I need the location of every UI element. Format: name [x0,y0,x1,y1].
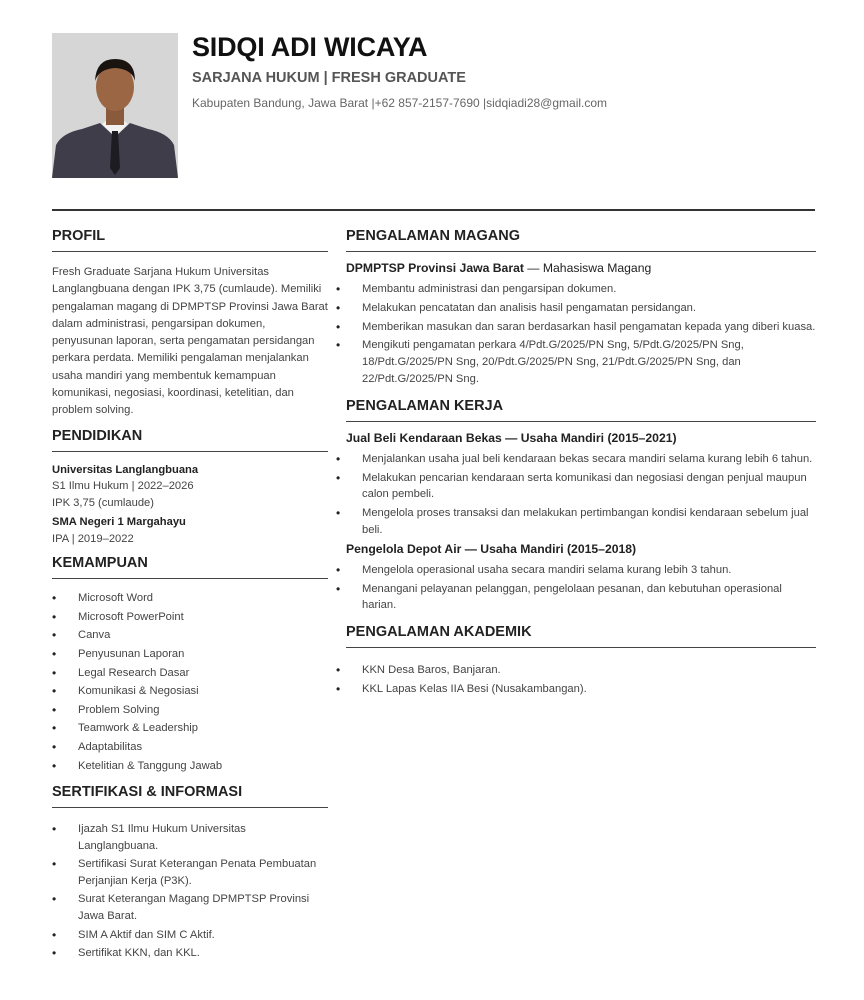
skills-section [52,555,328,775]
certs-list [52,821,328,962]
section-title-skills: KEMAMPUAN [52,555,328,579]
list-item: • Adaptabilitas [52,738,328,757]
section-title-education: PENDIDIKAN [52,428,328,452]
education-section [52,428,328,548]
list-item: • Memberikan masukan dan saran berdasarkan hasil pengamatan kepada yang diberi kuasa. [346,319,816,336]
list-item: • Ijazah S1 Ilmu Hukum Universitas Langlangbuana. [52,821,328,854]
internship-section [346,228,816,388]
education-entry [52,514,328,547]
education-school: Universitas Langlangbuana [52,463,199,476]
list-item: • Microsoft Word [52,589,328,608]
section-title-profile: PROFIL [52,228,328,252]
list-item: • Sertifikasi Surat Keterangan Penata Pembuatan Perjanjian Kerja (P3K). [52,856,328,889]
profile-photo [52,33,178,178]
list-item: • Problem Solving [52,701,328,720]
skills-list [52,589,328,775]
academic-section [346,624,816,698]
job-title: Jual Beli Kendaraan Bekas — Usaha Mandiri (2015–2021) [346,430,677,445]
candidate-name: SIDQI ADI WICAYA [192,32,428,62]
list-item: • Menangani pelayanan pelanggan, pengelolaan pesanan, dan kebutuhan operasional harian. [346,581,816,615]
profile-text: Fresh Graduate Sarjana Hukum Universitas Langlangbuana dengan IPK 3,75 (cumlaude). Memiliki pengalaman magang di DPMPTSP Provinsi Jawa Barat dalam administrasi, pengarsipan dokumen, penyusunan laporan, serta pengamatan persidangan perkara perdata. Memiliki pengalaman menjalankan usaha mandiri yang membentuk kemampuan komunikasi, negosiasi, koordinasi, ketelitian, dan problem solving. [52,266,328,417]
work-section [346,398,816,614]
list-item: • Surat Keterangan Magang DPMPTSP Provinsi Jawa Barat. [52,891,328,924]
job-list [346,562,816,614]
list-item: • Melakukan pencatatan dan analisis hasil pengamatan persidangan. [346,300,816,317]
contact-info: Kabupaten Bandung, Jawa Barat |+62 857-2157-7690 |sidqiadi28@gmail.com [192,96,608,110]
list-item: • SIM A Aktif dan SIM C Aktif. [52,927,328,944]
section-title-work: PENGALAMAN KERJA [346,398,816,422]
internship-org: DPMPTSP Provinsi Jawa Barat [346,261,524,275]
list-item: • Melakukan pencarian kendaraan serta komunikasi dan negosiasi dengan penjual maupun calon pembeli. [346,470,816,504]
list-item: • Membantu administrasi dan pengarsipan dokumen. [346,281,816,298]
job-heading [346,541,816,558]
education-school: SMA Negeri 1 Margahayu [52,516,186,529]
list-item: • Microsoft PowerPoint [52,608,328,627]
right-column [346,228,816,700]
education-entry [52,462,328,512]
profile-section [52,228,328,420]
list-item: • Mengikuti pengamatan perkara 4/Pdt.G/2025/PN Sng, 5/Pdt.G/2025/PN Sng, 18/Pdt.G/2025/PN Sng, 20/Pdt.G/2025/PN Sng, 21/Pdt.G/2025/PN Sng, dan 22/Pdt.G/2025/PN Sng. [346,337,816,387]
list-item: • Canva [52,626,328,645]
list-item: • Sertifikat KKN, dan KKL. [52,945,328,962]
job-heading [346,430,816,447]
internship-list [346,281,816,388]
certs-section [52,784,328,962]
list-item: • Mengelola operasional usaha secara mandiri selama kurang lebih 3 tahun. [346,562,816,579]
list-item: • Penyusunan Laporan [52,645,328,664]
education-degree: S1 Ilmu Hukum | 2022–2026 [52,480,194,493]
candidate-subtitle: SARJANA HUKUM | FRESH GRADUATE [192,70,466,86]
section-title-internship: PENGALAMAN MAGANG [346,228,816,252]
section-title-academic: PENGALAMAN AKADEMIK [346,624,816,648]
header-divider [52,209,815,211]
internship-role: — Mahasiswa Magang [523,261,652,275]
list-item: • Teamwork & Leadership [52,719,328,738]
education-major: IPA | 2019–2022 [52,532,134,545]
section-title-certs: SERTIFIKASI & INFORMASI [52,784,328,808]
list-item: • Mengelola proses transaksi dan melakukan pertimbangan kondisi kendaraan sebelum jual beli. [346,505,816,539]
job-title: Pengelola Depot Air — Usaha Mandiri (2015–2018) [346,541,637,556]
list-item: • Ketelitian & Tanggung Jawab [52,757,328,776]
list-item: • Komunikasi & Negosiasi [52,682,328,701]
academic-list [346,662,816,698]
job-list [346,451,816,539]
list-item: • Legal Research Dasar [52,664,328,683]
education-gpa: IPK 3,75 (cumlaude) [52,496,154,509]
list-item: • KKL Lapas Kelas IIA Besi (Nusakambangan). [346,681,816,698]
list-item: • Menjalankan usaha jual beli kendaraan bekas secara mandiri selama kurang lebih 6 tahun. [346,451,816,468]
left-column [52,228,328,964]
list-item: • KKN Desa Baros, Banjaran. [346,662,816,679]
internship-heading [346,260,816,277]
